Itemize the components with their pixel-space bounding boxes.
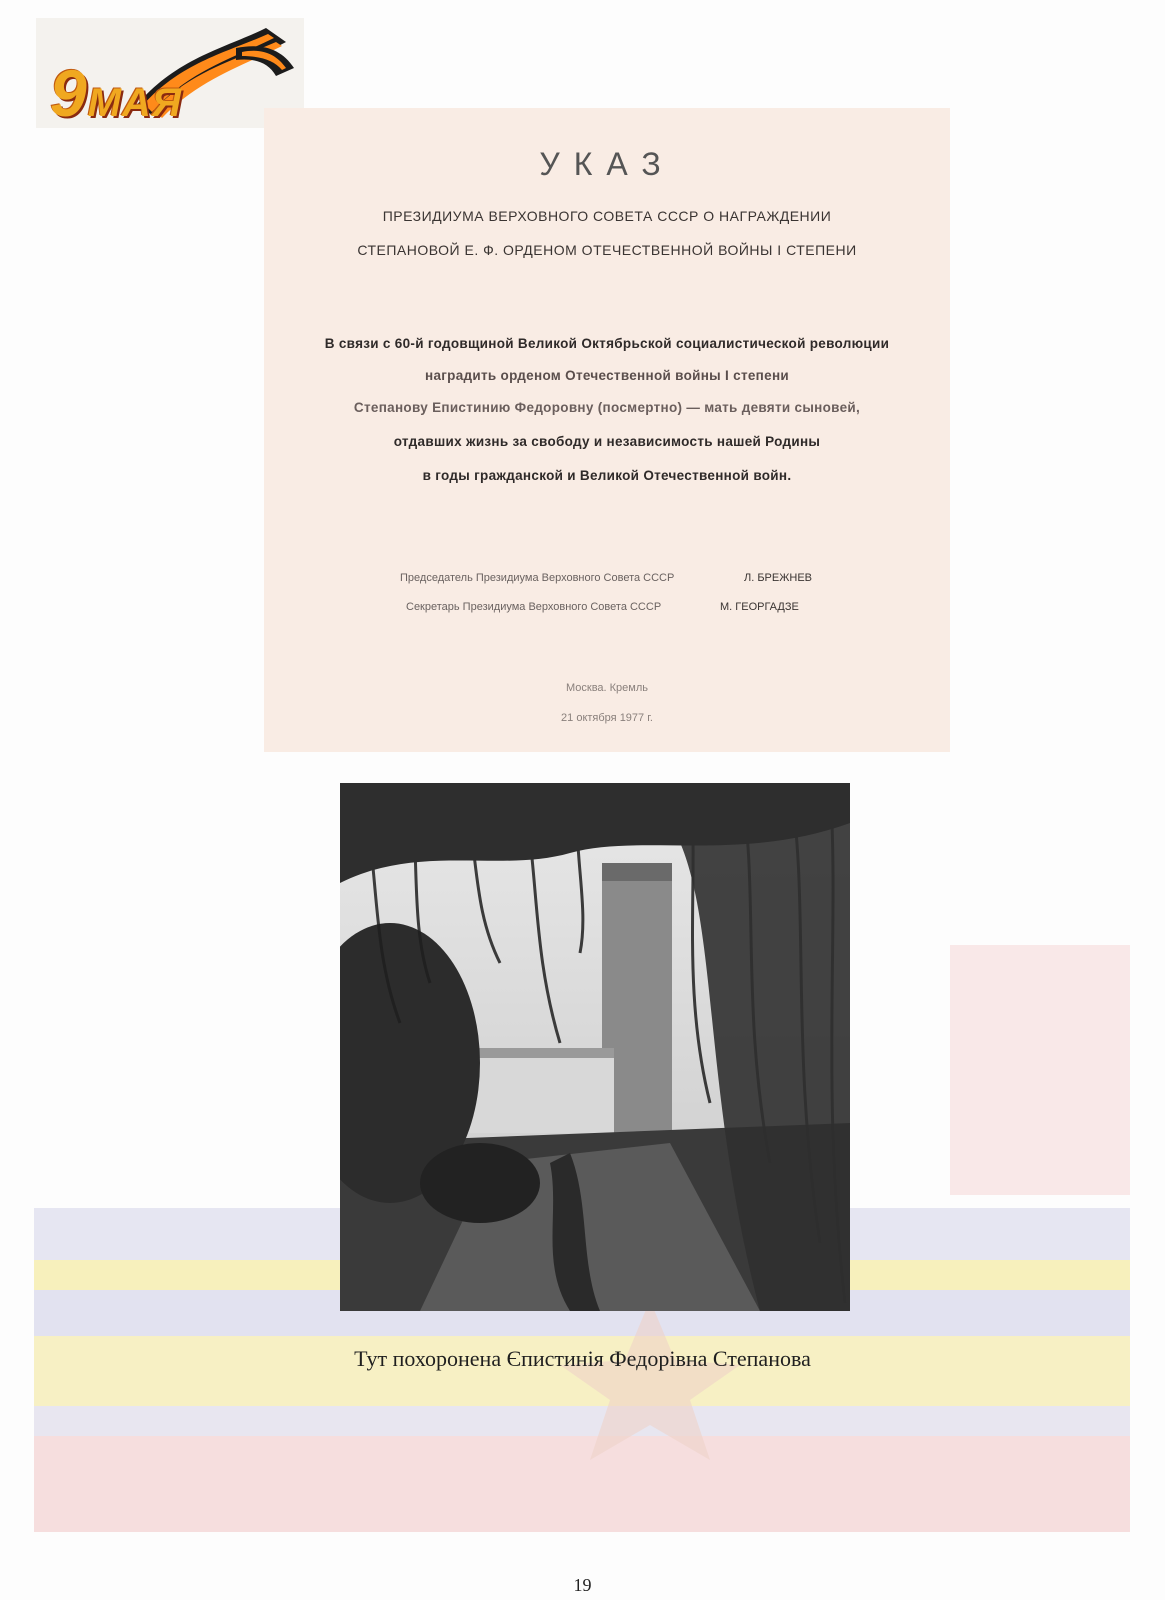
decree-title: УКАЗ <box>539 146 675 182</box>
ribbon-pink-block <box>950 945 1130 1195</box>
decree-body-line: Степанову Епистинию Федоровну (посмертно) — мать девяти сыновей, <box>353 400 861 415</box>
page-number: 19 <box>573 1575 592 1595</box>
chairman-name: Л. БРЕЖНЕВ <box>744 572 812 584</box>
decree-place: Москва. Кремль <box>565 682 649 694</box>
order-star-watermark <box>520 1290 780 1470</box>
logo-word: МАЯ <box>87 81 183 125</box>
secretary-title: Секретарь Президиума Верховного Совета СССР <box>406 601 662 613</box>
decree-body-line: наградить орденом Отечественной войны I степени <box>424 368 789 383</box>
decree-body-line: отдавших жизнь за свободу и независимость нашей Родины <box>393 434 821 449</box>
memorial-photo-image <box>340 783 850 1311</box>
chairman-title: Председатель Президиума Верховного Совета СССР <box>400 572 675 584</box>
decree-subtitle-line1: ПРЕЗИДИУМА ВЕРХОВНОГО СОВЕТА СССР О НАГРАЖДЕНИИ <box>382 208 832 224</box>
decree-body-line: в годы гражданской и Великой Отечественной войн. <box>422 468 792 483</box>
decree-document <box>264 108 950 752</box>
decree-subtitle-line2: СТЕПАНОВОЙ Е. Ф. ОРДЕНОМ ОТЕЧЕСТВЕННОЙ ВОЙНЫ I СТЕПЕНИ <box>357 242 857 258</box>
decree-date: 21 октября 1977 г. <box>561 712 653 724</box>
logo-text <box>50 56 183 130</box>
logo-number: 9 <box>50 56 88 130</box>
memorial-photo <box>340 783 850 1311</box>
photo-caption: Тут похоронена Єпистинія Федорівна Степанова <box>354 1346 811 1371</box>
decree-body-line: В связи с 60-й годовщиной Великой Октябрьской социалистической революции <box>324 336 890 351</box>
secretary-name: М. ГЕОРГАДЗЕ <box>720 601 799 613</box>
